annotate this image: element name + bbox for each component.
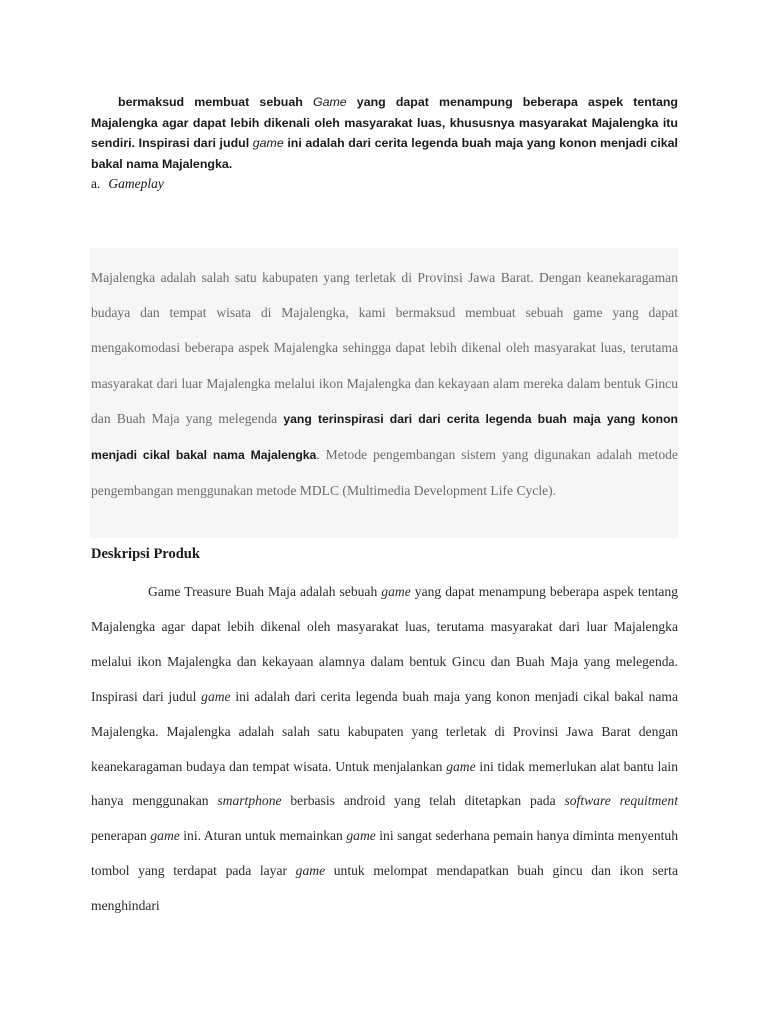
abstract-text-2: . Metode pengembangan sistem yang digunakan adalah metode pengembangan menggunakan metode MDLC (Multimedia Development Life Cycle).: [91, 447, 678, 499]
body-text-2: yang dapat menampung beberapa aspek tentang Majalengka agar dapat lebih dikenal oleh masyarakat luas, terutama masyarakat dari luar Majalengka melalui ikon Majalengka dan kekayaan alamnya dalam bentuk Gincu dan Buah Maja yang melegenda. Inspirasi dari judul: [91, 584, 678, 704]
body-text-8: ini sangat sederhana pemain hanya diminta menyentuh tombol yang terdapat pada layar: [91, 828, 678, 879]
list-item-label: Gameplay: [108, 176, 164, 191]
body-emphasis-2: game: [201, 688, 231, 704]
body-emphasis-8: game: [295, 863, 326, 879]
body-text-4: ini tidak memerlukan alat bantu lain hanya menggunakan: [91, 758, 678, 809]
body-text-3: ini adalah dari cerita legenda buah maja yang konon menjadi cikal bakal nama Majalengka. Majalengka adalah salah satu kabupaten yang terletak di Provinsi Jawa Barat dengan keanekaragaman budaya dan tempat wisata. Untuk menjalankan: [91, 688, 679, 774]
intro-text-2: yang dapat menampung beberapa aspek tentang Majalengka agar dapat lebih dikenali oleh masyarakat luas, khususnya masyarakat Majalengka itu sendiri. Inspirasi dari judul: [91, 95, 678, 150]
body-text-1: Game Treasure Buah Maja adalah sebuah: [148, 584, 382, 599]
abstract-text-1: Majalengka adalah salah satu kabupaten yang terletak di Provinsi Jawa Barat. Dengan keanekaragaman budaya dan tempat wisata di Majalengka, kami bermaksud membuat sebuah game yang dapat mengakomodasi beberapa aspek Majalengka sehingga dapat lebih dikenal oleh masyarakat luas, terutama masyarakat dari luar Majalengka melalui ikon Majalengka dan kekayaan alam mereka dalam bentuk Gincu dan Buah Maja yang melegenda: [91, 270, 678, 426]
intro-paragraph: [91, 92, 678, 174]
abstract-paragraph: [91, 260, 678, 508]
body-text-9: untuk melompat mendapatkan buah gincu dan ikon serta menghindari: [91, 863, 678, 914]
body-emphasis-1: game: [381, 584, 411, 599]
product-description-paragraph: [91, 575, 678, 924]
intro-text-1: bermaksud membuat sebuah: [118, 95, 313, 109]
body-text-7: ini. Aturan untuk memainkan: [179, 828, 347, 844]
body-emphasis-7: game: [346, 828, 376, 844]
body-text-6: penerapan: [91, 828, 151, 844]
list-item-gameplay: [91, 174, 164, 194]
body-emphasis-4: smartphone: [217, 793, 282, 809]
body-emphasis-6: game: [150, 828, 180, 844]
list-marker: a.: [91, 176, 101, 191]
intro-game-term-2: game: [252, 136, 284, 150]
body-emphasis-5: software requitment: [564, 793, 678, 809]
intro-game-term-1: Game: [312, 95, 347, 109]
body-emphasis-3: game: [446, 758, 476, 774]
intro-text-3: ini adalah dari cerita legenda buah maja yang konon menjadi cikal bakal nama Majalengka.: [91, 136, 678, 171]
section-heading: Deskripsi Produk: [91, 546, 200, 562]
abstract-bold-text: yang terinspirasi dari dari cerita legenda buah maja yang konon menjadi cikal bakal nama Majalengka: [91, 411, 679, 463]
body-text-5: berbasis android yang telah ditetapkan pada: [281, 793, 565, 809]
